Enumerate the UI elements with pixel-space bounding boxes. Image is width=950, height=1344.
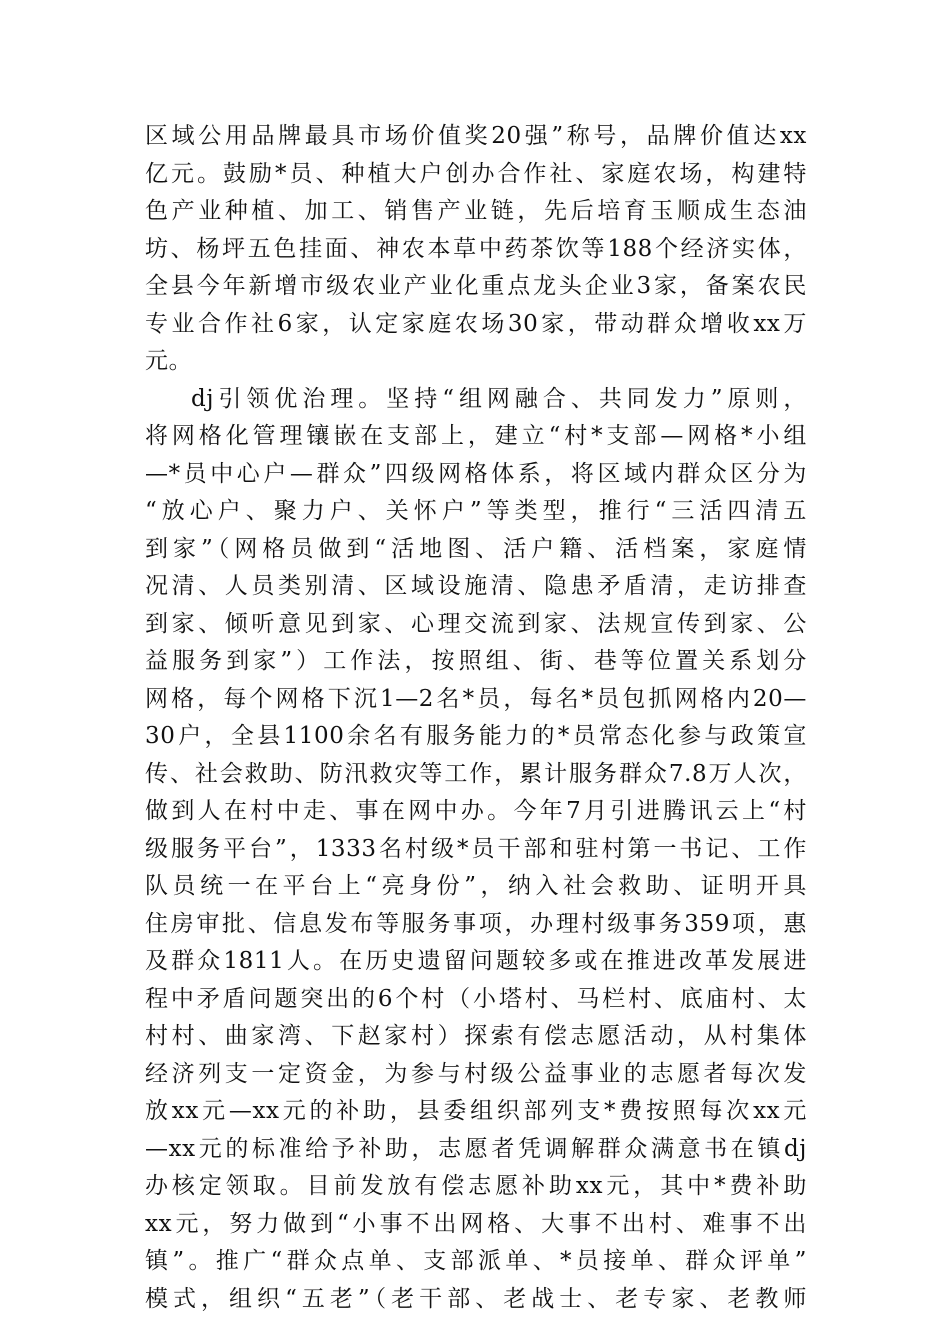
text-line: 住房审批、信息发布等服务事项，办理村级事务359项，惠 [145,910,807,937]
text-line: 到家”（网格员做到“活地图、活户籍、活档案，家庭情 [145,535,807,562]
text-line: 村村、曲家湾、下赵家村）探索有偿志愿活动，从村集体 [145,1023,807,1049]
text-line: 镇”。推广“群众点单、支部派单、*员接单、群众评单” [145,1248,807,1274]
text-line: 做到人在村中走、事在网中办。今年7月引进腾讯云上“村 [145,798,807,824]
text-line: 全县今年新增市级农业产业化重点龙头企业3家，备案农民 [145,273,807,299]
document-body [145,118,807,1318]
text-line: 经济列支一定资金，为参与村级公益事业的志愿者每次发 [145,1060,807,1087]
text-line: 益服务到家”）工作法，按照组、街、巷等位置关系划分 [145,648,807,674]
text-line: —*员中心户—群众”四级网格体系，将区域内群众区分为 [145,460,807,487]
text-line: 办核定领取。目前发放有偿志愿补助xx元，其中*费补助 [145,1173,807,1199]
text-line: 及群众1811人。在历史遗留问题较多或在推进改革发展进 [145,948,807,974]
text-line: 区域公用品牌最具市场价值奖20强”称号，品牌价值达xx [145,123,807,149]
text-line: 模式，组织“五老”（老干部、老战士、老专家、老教师 [145,1285,807,1312]
text-line: 网格，每个网格下沉1—2名*员，每名*员包抓网格内20— [145,685,807,712]
text-line: 况清、人员类别清、区域设施清、隐患矛盾清，走访排查 [145,573,807,599]
paragraph-end-line: 元。 [145,348,193,374]
text-line: 到家、倾听意见到家、心理交流到家、法规宣传到家、公 [145,610,807,637]
text-line: 亿元。鼓励*员、种植大户创办合作社、家庭农场，构建特 [145,160,807,187]
paragraph-first-line: dj引领优治理。坚持“组网融合、共同发力”原则， [191,385,807,412]
text-line: 传、社会救助、防汛救灾等工作，累计服务群众7.8万人次， [145,760,807,787]
text-line: 将网格化管理镶嵌在支部上，建立“村*支部—网格*小组 [145,423,807,449]
text-line: “放心户、聚力户、关怀户”等类型，推行“三活四清五 [145,498,807,524]
text-line: 级服务平台”，1333名村级*员干部和驻村第一书记、工作 [145,835,807,862]
text-line: 程中矛盾问题突出的6个村（小塔村、马栏村、底庙村、太 [145,985,807,1012]
text-line: 专业合作社6家，认定家庭农场30家，带动群众增收xx万 [145,310,807,337]
text-line: 30户，全县1100余名有服务能力的*员常态化参与政策宣 [145,723,807,749]
text-line: 色产业种植、加工、销售产业链，先后培育玉顺成生态油 [145,198,807,224]
text-line: —xx元的标准给予补助，志愿者凭调解群众满意书在镇dj [145,1135,807,1162]
text-line: 队员统一在平台上“亮身份”，纳入社会救助、证明开具 [145,873,807,899]
text-line: 坊、杨坪五色挂面、神农本草中药茶饮等188个经济实体， [145,235,807,262]
text-line: xx元，努力做到“小事不出网格、大事不出村、难事不出 [145,1210,807,1237]
text-line: 放xx元—xx元的补助，县委组织部列支*费按照每次xx元 [145,1098,807,1124]
